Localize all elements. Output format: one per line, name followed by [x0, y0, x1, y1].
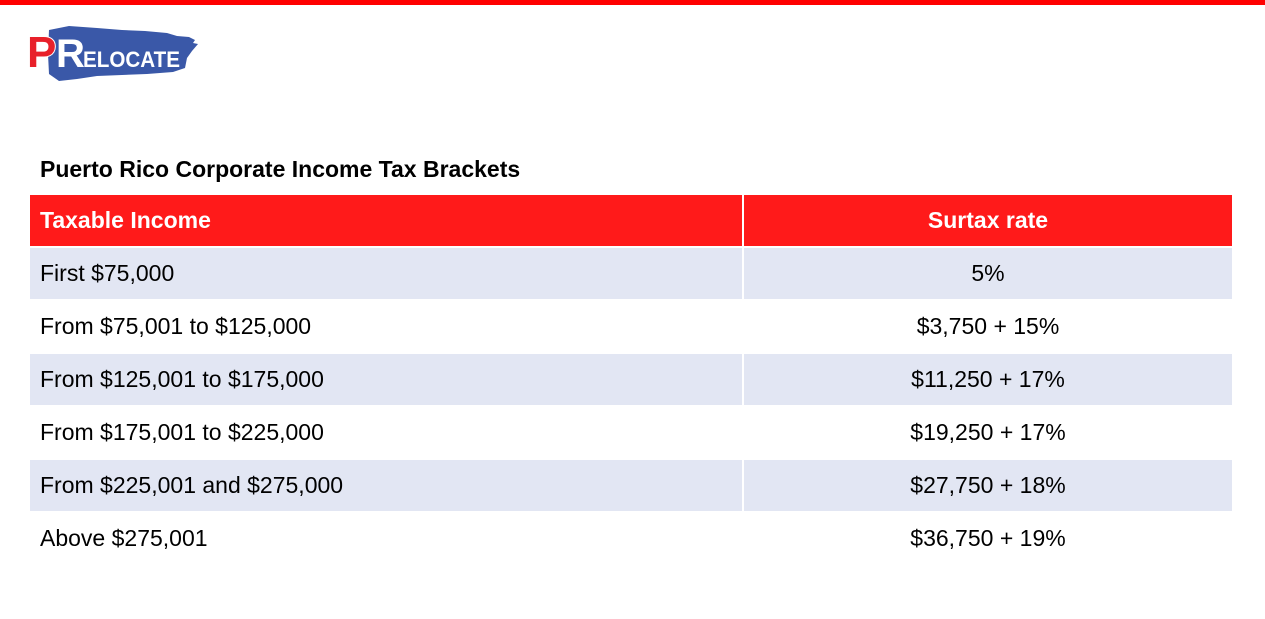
table-row — [30, 512, 1232, 564]
income-cell: From $75,001 to $125,000 — [30, 300, 743, 353]
column-header-surtax-rate: Surtax rate — [743, 195, 1232, 247]
table-row — [30, 300, 1232, 353]
table-row — [30, 459, 1232, 512]
income-cell: From $225,001 and $275,000 — [30, 459, 743, 512]
income-cell: From $125,001 to $175,000 — [30, 353, 743, 406]
column-header-taxable-income: Taxable Income — [30, 195, 743, 247]
header-row — [30, 195, 1232, 247]
tax-brackets-table — [30, 195, 1232, 564]
rate-cell: $27,750 + 18% — [743, 459, 1232, 512]
income-cell: From $175,001 to $225,000 — [30, 406, 743, 459]
table-row — [30, 406, 1232, 459]
puerto-rico-map-logo — [27, 24, 202, 82]
table-header — [30, 195, 1232, 247]
rate-cell: $3,750 + 15% — [743, 300, 1232, 353]
rate-cell: 5% — [743, 247, 1232, 300]
prelocate-logo — [27, 24, 202, 82]
table-row — [30, 247, 1232, 300]
logo-wordmark: ELOCATE — [83, 47, 180, 72]
logo-letter-p: P — [27, 28, 57, 77]
income-cell: First $75,000 — [30, 247, 743, 300]
rate-cell: $19,250 + 17% — [743, 406, 1232, 459]
rate-cell: $11,250 + 17% — [743, 353, 1232, 406]
page-title: Puerto Rico Corporate Income Tax Brackets — [40, 156, 521, 182]
top-accent-bar — [0, 0, 1265, 5]
table-body — [30, 247, 1232, 564]
income-cell: Above $275,001 — [30, 512, 743, 564]
rate-cell: $36,750 + 19% — [743, 512, 1232, 564]
logo-letter-r: R — [56, 32, 85, 76]
table-row — [30, 353, 1232, 406]
